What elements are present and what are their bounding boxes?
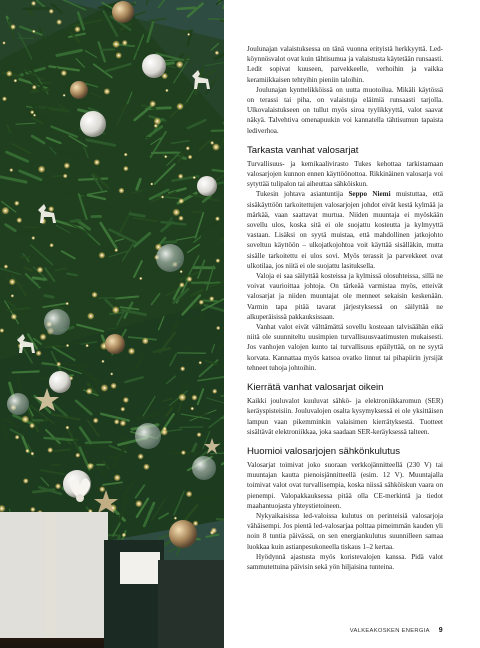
- fairy-light-core: [51, 245, 52, 246]
- fairy-light-core: [63, 72, 64, 73]
- fairy-light-core: [217, 218, 218, 219]
- fairy-light-core: [16, 203, 17, 204]
- fairy-light-core: [157, 121, 158, 122]
- fairy-light-core: [39, 269, 40, 270]
- fairy-light-core: [113, 385, 114, 386]
- fairy-light-core: [11, 169, 12, 170]
- tree-needle: [42, 363, 52, 364]
- fairy-light-core: [211, 142, 212, 143]
- fairy-light-core: [106, 91, 107, 92]
- publication-name: VALKEAKOSKEN ENERGIA: [349, 628, 430, 634]
- fairy-light-core: [57, 486, 58, 487]
- fairy-light-core: [116, 249, 117, 250]
- fairy-light-core: [90, 465, 91, 466]
- fairy-light-core: [103, 345, 104, 346]
- fairy-light-core: [187, 148, 188, 149]
- fairy-light-core: [189, 278, 190, 279]
- fairy-light-core: [101, 255, 102, 256]
- fairy-light-core: [67, 427, 68, 428]
- fairy-light-core: [90, 315, 91, 316]
- fairy-light-core: [198, 434, 199, 435]
- fairy-light-core: [217, 327, 218, 328]
- fairy-light-core: [145, 340, 146, 341]
- fairy-light-core: [104, 387, 105, 388]
- intro-paragraph-2: Joulunajan kynttelikköissä on uutta muotoilua. Mikäli käytössä on terassi tai piha, on valaistuja eläimiä runsaasti tarjolla. Ulkovalaistukseen on tullut myös siroa tyylikkyyttä, valot saavat näkyä. Talvehtiva omenapuukin voi kannatella tähtisumun tapaista lediverhoa.: [247, 85, 443, 135]
- fairy-light-core: [213, 530, 214, 531]
- page-number: 9: [438, 627, 443, 634]
- tree-needle: [57, 346, 66, 347]
- christmas-tree-illustration: [0, 0, 224, 648]
- fairy-light-core: [51, 11, 52, 12]
- fairy-light-core: [1, 330, 2, 331]
- fairy-light-core: [155, 125, 156, 126]
- fairy-light-core: [140, 278, 141, 279]
- tree-needle: [67, 274, 76, 276]
- fairy-light-core: [121, 190, 122, 191]
- fairy-light-core: [215, 146, 216, 147]
- section3-paragraph-2: Nykyaikaisissa led-valoissa kulutus on perinteisiä valosarjoja vähäisempi. Jos pientä led-valosarjaa polttaa pimeimmän kauden yli noin 8 tuntia päivässä, on sen energiankulutus suunnilleen samaa luokkaa kuin astianpesukoneella tiskaus 1–2 kertaa.: [247, 511, 443, 551]
- fairy-light-core: [181, 271, 182, 272]
- fairy-light-core: [25, 419, 26, 420]
- fairy-light-core: [117, 477, 118, 478]
- fairy-light-core: [25, 480, 26, 481]
- fairy-light-core: [15, 80, 16, 81]
- fairy-light-core: [180, 176, 181, 177]
- fairy-light-core: [188, 493, 189, 494]
- fairy-light-core: [189, 156, 190, 157]
- fairy-light-core: [138, 503, 139, 504]
- tree-needle: [164, 242, 176, 243]
- fairy-light-core: [201, 302, 202, 303]
- fairy-light-core: [12, 295, 13, 296]
- tree-needle: [205, 282, 219, 283]
- fairy-light-core: [164, 75, 165, 76]
- tree-needle: [33, 278, 45, 280]
- fairy-light-core: [89, 391, 90, 392]
- fairy-light-core: [77, 455, 78, 456]
- fairy-light-core: [181, 200, 182, 201]
- fairy-light-core: [77, 29, 78, 30]
- tree-needle: [71, 220, 80, 221]
- section-heading-power-consumption: Huomioi valosarjojen sähkönkulutus: [247, 445, 401, 457]
- fairy-light-core: [5, 266, 6, 267]
- fairy-light-core: [140, 456, 141, 457]
- fairy-light-core: [19, 220, 20, 221]
- fairy-light-core: [96, 162, 97, 163]
- fairy-light-core: [211, 298, 212, 299]
- fairy-light-core: [65, 175, 66, 176]
- fairy-light-core: [125, 154, 126, 155]
- fairy-light-core: [182, 368, 183, 369]
- fairy-light-core: [66, 303, 67, 304]
- fairy-light-core: [12, 26, 13, 27]
- section1-paragraph-4: Vanhat valot eivät välttämättä sovellu kosteaan talvisäähän eikä niitä ole suunniteltu uusimpien turvallisuusvaatimusten mukaisesti. Jos vanhojen valojen kunto tai turvallisuus epäilyttää, on ne syytä korvata. Kannattaa myös katsoa ovatko linnut tai pihapiirin jyrsijät tehneet tuhoja johtoihin.: [247, 323, 443, 372]
- fairy-light-core: [125, 168, 126, 169]
- fairy-light-core: [192, 408, 193, 409]
- fairy-light-core: [41, 169, 42, 170]
- tree-needle: [23, 8, 48, 9]
- fairy-light-core: [67, 345, 68, 346]
- fairy-light-core: [146, 466, 147, 467]
- fairy-light-core: [214, 391, 215, 392]
- fairy-light-core: [158, 246, 159, 247]
- tree-needle: [45, 296, 53, 298]
- fairy-light-core: [200, 362, 201, 363]
- section1-paragraph-3: Valoja ei saa säilyttää kosteissa ja kylmissä olosuhteissa, sillä ne voivat vaurioittaa johtoja. On tärkeää varmistaa myös, etteivät valosarjat ja niiden muuntajat ole menneet sekaisin keskenään. Varmin tapa pitää tavarat järjestyksessä on säilyttää ne alkuperäisissä pakkauksissaan.: [247, 272, 443, 321]
- section1-paragraph-2: [247, 189, 443, 271]
- fairy-light-core: [12, 281, 13, 282]
- section-heading-recycle: Kierrätä vanhat valosarjat oikein: [247, 382, 384, 394]
- expert-name: Seppo Niemi: [348, 190, 391, 199]
- section3-paragraph-1: Valosarjat toimivat joko suoraan verkkojännitteellä (230 V) tai muuntajan kautta pienoisjännitteellä (esim. 12 V). Muuntajalla toimivat valot ovat turvallisempia, koska niissä sähköiskun vaara on pienempi. Valopakkauksessa pitää olla CE-merkintä ja tiedot maahantuojasta yhteystietoineen.: [247, 460, 443, 510]
- fairy-light-core: [95, 420, 96, 421]
- section-heading-check-lights: Tarkasta vanhat valosarjat: [247, 144, 359, 156]
- fairy-light-core: [181, 284, 182, 285]
- fairy-light-core: [38, 353, 39, 354]
- fairy-light-core: [33, 237, 34, 238]
- fairy-light-core: [111, 373, 112, 374]
- section3-paragraph-3: Hyödynnä ajastusta myös koristevalojen kanssa. Pidä valot sammutettuina päivisin sekä yön hiljaisina tunteina.: [247, 552, 443, 571]
- fairy-light-core: [31, 425, 32, 426]
- tree-needle: [39, 286, 48, 287]
- fairy-light-core: [182, 397, 183, 398]
- section1-paragraph-1: Turvallisuus- ja kemikaalivirasto Tukes kehottaa tarkistamaan valosarjojen kunnon ennen käyttöönottoa. Rikkinäinen valosarja voi sytyttää tulipalon tai aiheuttaa sähköiskun.: [247, 159, 443, 189]
- fairy-light-core: [4, 98, 5, 99]
- fairy-light-core: [5, 210, 6, 211]
- tree-needle: [210, 453, 224, 454]
- fairy-light-core: [151, 183, 152, 184]
- fairy-light-core: [165, 156, 166, 157]
- fairy-light-core: [195, 523, 196, 524]
- fairy-light-core: [164, 431, 165, 432]
- fairy-light-core: [33, 3, 34, 4]
- tree-needle: [52, 176, 61, 177]
- fairy-light-core: [179, 64, 180, 65]
- tree-needle: [79, 178, 107, 179]
- fairy-light-core: [1, 508, 2, 509]
- tree-needle: [140, 137, 150, 138]
- fairy-light-core: [216, 52, 217, 53]
- fairy-light-core: [34, 87, 35, 88]
- intro-paragraph: Joulunajan valaistuksessa on tänä vuonna erityistä herkkyyttä. Led-köynnösvalot ovat kuin tähtisumua ja valaistusta käytetään runsaasti. Ledit sopivat kuuseen, parvekkeelle, verhoihin ja vaikka keramiikkaisen tehtyihin pieniin taloihin.: [247, 45, 443, 84]
- fairy-light-core: [42, 336, 43, 337]
- fairy-light-core: [118, 55, 119, 56]
- fairy-light-core: [32, 509, 33, 510]
- fairy-light-core: [125, 399, 126, 400]
- tree-needle: [13, 371, 39, 372]
- fairy-light-core: [33, 31, 34, 32]
- page-footer: [350, 627, 443, 634]
- fairy-light-core: [13, 316, 14, 317]
- fairy-light-core: [34, 114, 35, 115]
- fairy-light-core: [27, 450, 28, 451]
- expert-intro-text: Tukesin johtava asiantuntija: [256, 190, 349, 199]
- fairy-light-core: [102, 489, 103, 490]
- fairy-light-core: [183, 452, 184, 453]
- fairy-light-core: [50, 449, 51, 450]
- tree-needle: [180, 427, 203, 428]
- fairy-light-core: [9, 73, 10, 74]
- fairy-light-core: [122, 408, 123, 409]
- fairy-light-core: [102, 361, 103, 362]
- fairy-light-core: [50, 208, 51, 209]
- fairy-light-core: [63, 95, 64, 96]
- fairy-light-core: [86, 345, 87, 346]
- fairy-light-core: [179, 106, 180, 107]
- fairy-light-core: [166, 90, 167, 91]
- fairy-light-core: [162, 196, 163, 197]
- fairy-light-core: [32, 453, 33, 454]
- fairy-light-core: [176, 212, 177, 213]
- fairy-light-core: [31, 112, 32, 113]
- fairy-light-core: [122, 422, 123, 423]
- fairy-light-core: [94, 294, 95, 295]
- article: [247, 44, 443, 572]
- expert-quote-text: muistuttaa, että sisäkäyttöön tarkoitettujen valosarjojen johdot eivät kestä kylmää ja märkää, vaan saattavat murtua. Niiden muuntaja ei myöskään sovellu ulos, koska sitä ei ole suojattu kosteutta ja kylmyyttä vastaan. Lisäksi on syytä muistaa, että mahdollinen jatkojohto soveltuu käyttöön – ulkojatkojohtoa voit käyttää sisälläkin, mutta sisälle tarkoitettu ei ulos sovi. Myös terassit ja parvekkeet ovat ulkotilaa, jos niitä ei ole suojattu lasituksella.: [247, 190, 443, 270]
- section2-paragraph-1: Kaikki jouluvalot kuuluvat sähkö- ja elektroniikkaromun (SER) keräyspisteisiin. Jouluvalojen osalta kysymyksessä ei ole yksittäisen lampun vaan pikemminkin valaisimen kierrätyksestä. Tuotteet sisältävät elektroniikkaa, joka saadaan SER-keräyksessä talteen.: [247, 397, 443, 436]
- fairy-light-core: [16, 436, 17, 437]
- fairy-light-core: [124, 42, 125, 43]
- fairy-light-core: [152, 103, 153, 104]
- fairy-light-core: [115, 43, 116, 44]
- fairy-light-core: [175, 517, 176, 518]
- fairy-light-core: [194, 397, 195, 398]
- fairy-light-core: [90, 511, 91, 512]
- fairy-light-core: [58, 363, 59, 364]
- fairy-light-core: [3, 42, 4, 43]
- fairy-light-core: [123, 534, 124, 535]
- fairy-light-core: [188, 34, 189, 35]
- fairy-light-core: [194, 177, 195, 178]
- tree-needle: [178, 8, 195, 9]
- fairy-light-core: [180, 218, 181, 219]
- fairy-light-core: [116, 421, 117, 422]
- fairy-light-core: [131, 350, 132, 351]
- fairy-light-core: [66, 165, 67, 166]
- christmas-tree-photo: [0, 0, 224, 648]
- fairy-light-core: [115, 309, 116, 310]
- fairy-light-core: [58, 21, 59, 22]
- fairy-light-core: [217, 260, 218, 261]
